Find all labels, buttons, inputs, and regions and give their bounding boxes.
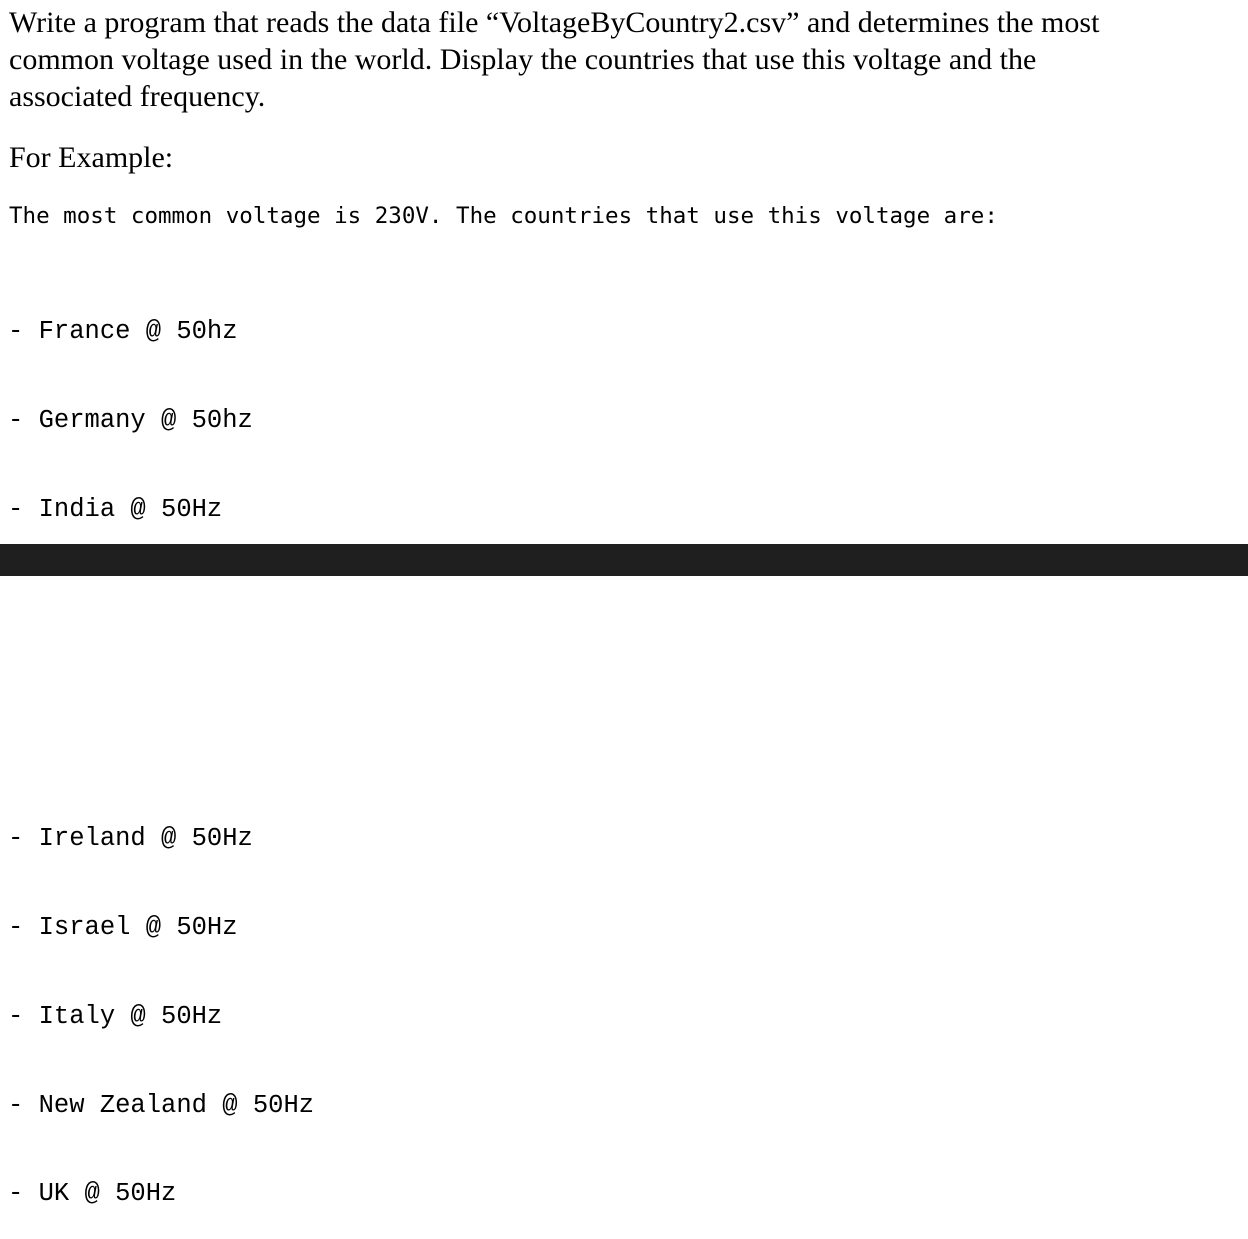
prompt-line-2: common voltage used in the world. Display the countries that use this voltage and the — [9, 43, 1037, 76]
output-line: - UK @ 50Hz — [8, 1179, 177, 1209]
example-output-list — [8, 258, 253, 584]
example-heading: The most common voltage is 230V. The countries that use this voltage are: — [9, 203, 998, 229]
output-line: - Israel @ 50Hz — [8, 912, 238, 942]
example-label: For Example: — [9, 141, 174, 174]
output-line: - Italy @ 50Hz — [8, 1001, 223, 1031]
output-line: - France @ 50hz — [8, 317, 238, 347]
document-page-1 — [0, 0, 1248, 544]
example-output-list-continued — [8, 765, 314, 1239]
prompt-line-3: associated frequency. — [9, 80, 266, 113]
output-line: - Germany @ 50hz — [8, 405, 253, 435]
assignment-prompt — [9, 4, 1099, 115]
page-break-divider — [0, 544, 1248, 576]
output-line: - Ireland @ 50Hz — [8, 824, 253, 854]
output-line: - India @ 50Hz — [8, 494, 223, 524]
output-line: - New Zealand @ 50Hz — [8, 1090, 315, 1120]
prompt-line-1: Write a program that reads the data file “VoltageByCountry2.csv” and determines the most — [9, 6, 1100, 39]
